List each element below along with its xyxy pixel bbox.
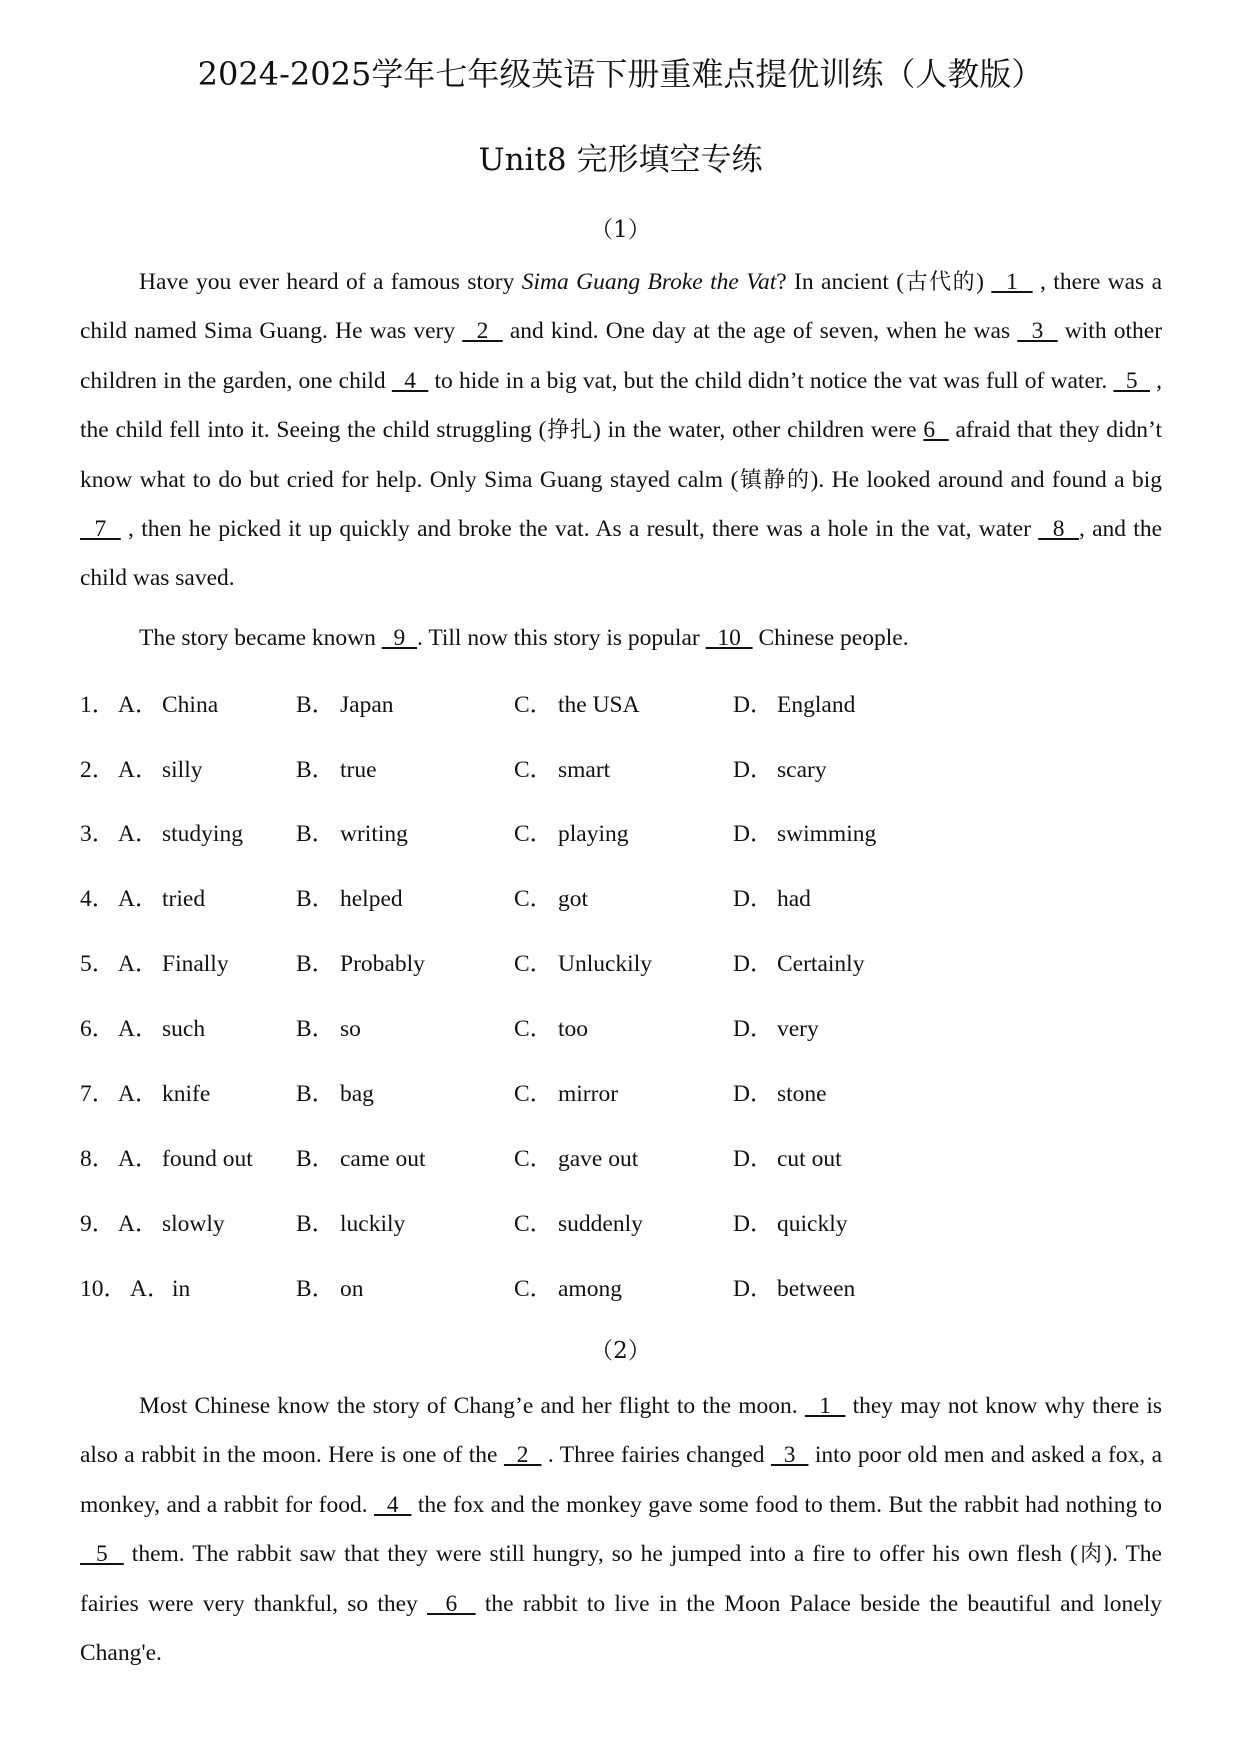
option-c[interactable]: C． Unluckily <box>514 951 652 977</box>
story-title: Sima Guang Broke the Vat <box>521 269 777 295</box>
option-d[interactable]: D． very <box>733 1016 819 1042</box>
blank-5: 5 <box>1113 367 1150 394</box>
option-d[interactable]: D． scary <box>733 757 827 783</box>
passage-2-paragraph-1: Most Chinese know the story of Chang’e and her flight to the moon. 1 they may not know why there is also a rabbit in the moon. Here is one of the 2 . Three fairies changed 3 into poor old men and asked a fox, a monkey, and a rabbit for food. 4 the fox and the monkey gave some food to them. But the rabbit had nothing to 5 them. The rabbit saw that they were still hungry, so he jumped into a fire to offer his own flesh (肉). The fairies were very thankful, so they 6 the rabbit to live in the Moon Palace beside the beautiful and lonely Chang'e. <box>80 1393 1163 1667</box>
option-b[interactable]: B． helped <box>296 886 403 912</box>
option-c[interactable]: C． smart <box>514 757 611 783</box>
option-b[interactable]: B． bag <box>296 1081 374 1107</box>
blank-4: 4 <box>391 367 429 394</box>
option-c[interactable]: C． too <box>514 1016 589 1042</box>
option-a[interactable]: A． tried <box>118 886 206 912</box>
question-number: 3． <box>80 821 116 847</box>
option-d[interactable]: D． cut out <box>733 1146 842 1172</box>
blank-5: 5 <box>80 1541 124 1568</box>
blank-3: 3 <box>1017 318 1058 345</box>
question-row <box>80 1143 1080 1175</box>
option-d[interactable]: D． swimming <box>733 821 877 847</box>
blank-1: 1 <box>991 269 1033 295</box>
document-subtitle: Unit8 完形填空专练 <box>478 142 763 178</box>
option-b[interactable]: B． luckily <box>296 1211 406 1237</box>
question-number: 5． <box>80 951 116 977</box>
option-c[interactable]: C． among <box>514 1276 622 1302</box>
question-number: 10． <box>80 1276 127 1302</box>
option-c[interactable]: C． the USA <box>514 692 640 718</box>
option-a[interactable]: A． found out <box>118 1146 253 1172</box>
option-c[interactable]: C． mirror <box>514 1081 619 1107</box>
option-d[interactable]: D． had <box>733 886 811 912</box>
question-row <box>80 1208 1080 1240</box>
question-number: 4． <box>80 886 116 912</box>
question-number: 1． <box>80 692 116 718</box>
option-a[interactable]: A． such <box>118 1016 206 1042</box>
question-row <box>80 754 1080 786</box>
option-b[interactable]: B． came out <box>296 1146 426 1172</box>
option-a[interactable]: A． slowly <box>118 1211 225 1237</box>
option-c[interactable]: C． suddenly <box>514 1211 643 1237</box>
question-number: 2． <box>80 757 116 783</box>
option-c[interactable]: C． playing <box>514 821 629 847</box>
question-row <box>80 1273 1080 1305</box>
blank-2: 2 <box>503 1442 542 1469</box>
option-a[interactable]: A． knife <box>118 1081 211 1107</box>
passage-1-paragraph-2: The story became known 9 . Till now this story is popular 10 Chinese people. <box>139 625 909 651</box>
option-a[interactable]: A． studying <box>118 821 243 847</box>
option-b[interactable]: B． writing <box>296 821 408 847</box>
question-row <box>80 883 1080 915</box>
option-a[interactable]: A．in <box>130 1276 191 1302</box>
question-row <box>80 689 1080 721</box>
question-row <box>80 1078 1080 1110</box>
option-a[interactable]: A． China <box>118 692 219 718</box>
blank-2: 2 <box>462 318 503 345</box>
option-b[interactable]: B． so <box>296 1016 361 1042</box>
option-c[interactable]: C． gave out <box>514 1146 639 1172</box>
option-d[interactable]: D． quickly <box>733 1211 848 1237</box>
option-b[interactable]: B． Japan <box>296 692 394 718</box>
option-c[interactable]: C． got <box>514 886 589 912</box>
option-d[interactable]: D． England <box>733 692 856 718</box>
question-row <box>80 1013 1080 1045</box>
blank-6: 6 <box>427 1590 476 1617</box>
option-d[interactable]: D． stone <box>733 1081 827 1107</box>
blank-1: 1 <box>804 1393 846 1419</box>
blank-4: 4 <box>374 1491 412 1518</box>
question-row <box>80 818 1080 850</box>
blank-7: 7 <box>80 516 121 543</box>
question-number: 9． <box>80 1211 116 1237</box>
question-number: 6． <box>80 1016 116 1042</box>
option-b[interactable]: B． true <box>296 757 377 783</box>
option-d[interactable]: D． Certainly <box>733 951 865 977</box>
passage-1-paragraph-1: Have you ever heard of a famous story Sima Guang Broke the Vat? In ancient (古代的) 1 , there was a child named Sima Guang. He was very 2 and kind. One day at the age of seven, when he was 3 with other children in the garden, one child 4 to hide in a big vat, but the child didn’t notice the vat was full of water. 5 , the child fell into it. Seeing the child struggling (挣扎) in the water, other children were 6 afraid that they didn’t know what to do but cried for help. Only Sima Guang stayed calm (镇静的). He looked around and found a big 7 , then he picked it up quickly and broke the vat. As a result, there was a hole in the vat, water 8 , and the child was saved. <box>80 269 1163 592</box>
blank-8: 8 <box>1038 516 1079 543</box>
option-a[interactable]: A． silly <box>118 757 203 783</box>
question-number: 7． <box>80 1081 116 1107</box>
section-label-1: （1） <box>590 217 651 243</box>
blank-10: 10 <box>705 625 753 651</box>
blank-9: 9 <box>381 625 418 651</box>
option-d[interactable]: D． between <box>733 1276 856 1302</box>
option-a[interactable]: A． Finally <box>118 951 229 977</box>
blank-3: 3 <box>770 1442 809 1469</box>
option-b[interactable]: B． Probably <box>296 951 425 977</box>
question-row <box>80 948 1080 980</box>
document-title: 2024-2025学年七年级英语下册重难点提优训练（人教版） <box>197 55 1044 93</box>
question-number: 8． <box>80 1146 116 1172</box>
blank-6: 6 <box>923 417 949 444</box>
option-b[interactable]: B． on <box>296 1276 364 1302</box>
section-label-2: （2） <box>590 1338 651 1364</box>
